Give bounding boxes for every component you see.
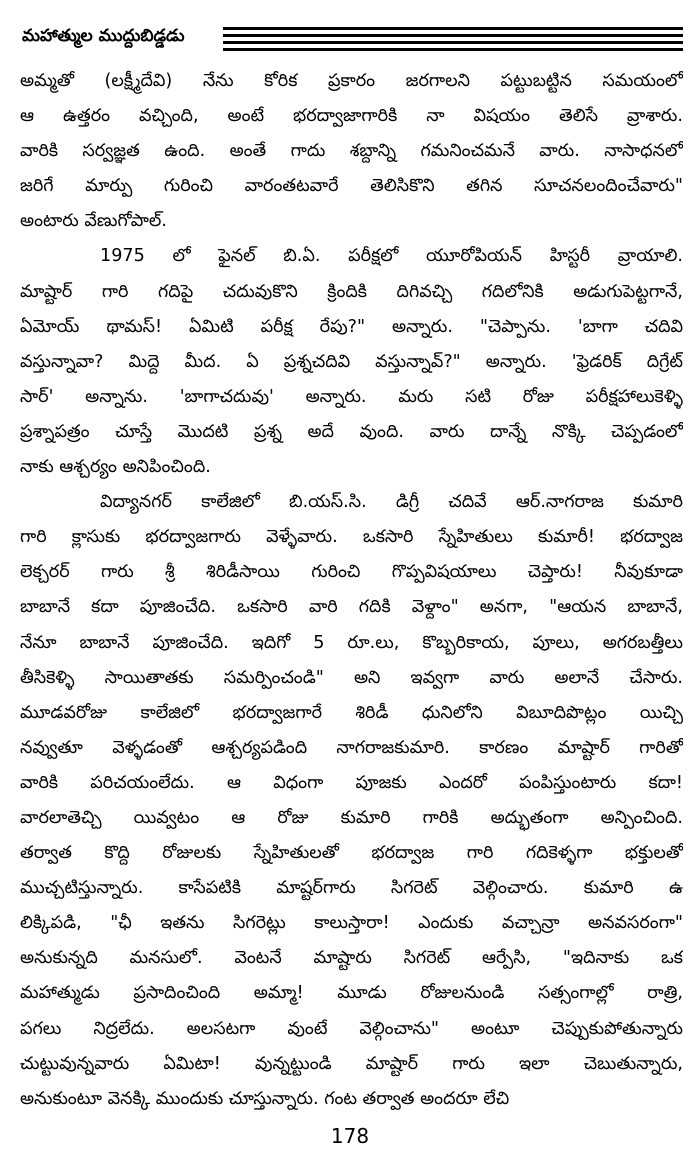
text-line: బాబానే కదా పూజించేది. ఒకసారి వారి గదికి వెళ్దాం" అనగా, "ఆయన బాబానే, (20, 597, 683, 618)
text-line: ప్రశ్నాపత్రం చూస్తే మొదటి ప్రశ్న అదే వుంది. వారు దాన్నే నొక్కి చెప్పడంలో (20, 421, 683, 442)
text-line: ఏమోయ్ థామస్! ఏమిటి పరీక్ష రేపు?" అన్నారు. "చెప్పాను. 'బాగా చదివి (20, 316, 683, 337)
page-number: 178 (330, 1124, 370, 1148)
text-line: నాకు ఆశ్చర్యం అనిపించింది. (20, 457, 211, 478)
header-rule (223, 34, 683, 37)
text-line: విద్యానగర్ కాలేజిలో బి.యస్.సి. డిగ్రీ చదివే ఆర్.నాగరాజ కుమారి (100, 492, 683, 513)
text-line: మాష్టార్ గారి గదిపై చదువుకొని క్రిందికి దిగివచ్చి గదిలోనికి అడుగుపెట్టగానే, (20, 281, 683, 302)
text-line: అమ్మతో (లక్ష్మీదేవి) నేను కోరిక ప్రకారం జరగాలని పట్టుబట్టిన సమయంలో (20, 71, 683, 91)
text-line: వారలాతెచ్చి యివ్వటం ఆ రోజు కుమారి గారికి అద్భుతంగా అన్పించింది. (20, 807, 683, 828)
text-line: అనుకున్నది మనసులో. వెంటనే మాష్టారు సిగరెట్ ఆర్పేసి, "ఇదినాకు ఒక (20, 948, 683, 969)
text-line: ముచ్చటిస్తున్నారు. కాసేపటికి మాష్టర్‌గారు సిగరెట్ వెల్గించారు. కుమారి ఉ (20, 878, 683, 899)
text-line: అంటారు వేణుగోపాల్. (20, 211, 167, 232)
header-rules (223, 27, 683, 55)
text-line: సార్' అన్నాను. 'బాగాచదువు' అన్నారు. మరు సటి రోజు పరీక్షహాలుకెళ్ళి (20, 386, 683, 407)
text-line: గారి క్లాసుకు భరద్వాజగారు వెళ్ళేవారు. ఒకసారి స్నేహితులు కుమారీ! భరద్వాజ (20, 527, 683, 548)
body-text (20, 64, 683, 1117)
running-head: మహాత్ముల ముద్దుబిడ్డడు (22, 26, 185, 46)
text-line: పగలు నిద్రలేదు. అలసటగా వుంటే వెల్గించాను" అంటూ చెప్పుకుపోతున్నారు (20, 1018, 683, 1039)
text-line: జరిగే మార్పు గురించి వారంతటవారే తెలిసికొని తగిన సూచనలందించేవారు" (20, 176, 683, 197)
page-header (20, 20, 683, 60)
text-line: వారికి సర్వజ్ఞత ఉంది. అంతే గాదు శబ్దాన్ని గమనించమనే వారు. నాసాధనలో (20, 141, 683, 162)
text-line: చుట్టువున్నవారు ఏమిటా! వున్నట్టుండి మాష్టార్ గారు ఇలా చెబుతున్నారు, (20, 1053, 683, 1074)
text-line: వారికి పరిచయంలేదు. ఆ విధంగా పూజకు ఎందరో పంపిస్తుంటారు కదా! (20, 772, 683, 793)
paragraph (20, 64, 683, 239)
paragraph (20, 239, 683, 485)
text-line: లిక్కిపడి, "ఛీ ఇతను సిగరెట్లు కాలుస్తారా! ఎందుకు వచ్చాన్రా అనవసరంగా" (20, 913, 683, 934)
text-line: మూడవరోజు కాలేజిలో భరద్వాజగారే శిరిడీ ధునిలోని విబూదిపొట్లం యిచ్చి (20, 702, 683, 723)
text-line: ఆ ఉత్తరం వచ్చింది, అంటే భరద్వాజాగారికి నా విషయం తెలిసే వ్రాశారు. (20, 106, 683, 127)
text-line: వస్తున్నావా? మిద్దె మీద. ఏ ప్రశ్నచదివి వస్తున్నావ్?" అన్నారు. 'ఫ్రెడరిక్ దిగ్రేట్ (20, 351, 683, 372)
header-rule (223, 27, 683, 30)
text-line: 1975 లో ఫైనల్ బి.ఏ. పరీక్షలో యూరోపియన్ హిస్టరీ వ్రాయాలి. (100, 246, 683, 267)
text-line: తర్వాత కొద్ది రోజులకు స్నేహితులతో భరద్వాజ గారి గదికెళ్ళగా భక్తులతో (20, 843, 683, 864)
text-line: తీసికెళ్ళి సాయితాతకు సమర్పించండి" అని ఇవ్వగా వారు అలానే చేసారు. (20, 667, 683, 688)
text-line: అనుకుంటూ వెనక్కి ముందుకు చూస్తున్నారు. గంట తర్వాత అందరూ లేచి (20, 1088, 510, 1109)
header-rule (223, 41, 683, 44)
text-line: మహాత్ముడు ప్రసాదించింది అమ్మా! మూడు రోజులనుండి సత్సంగాల్లో రాత్రి, (20, 983, 683, 1004)
text-line: నేనూ బాబానే పూజించేది. ఇదిగో 5 రూ.లు, కొబ్బరికాయ, పూలు, అగరబత్తీలు (20, 632, 683, 653)
text-line: నవ్వుతూ వెళ్ళడంతో ఆశ్చర్యపడింది నాగరాజకుమారి. కారణం మాష్టార్ గారితో (20, 737, 683, 758)
header-rule (223, 48, 683, 51)
paragraph (20, 485, 683, 1117)
text-line: లెక్చరర్ గారు శ్రీ శిరిడీసాయి గురించి గొప్పవిషయాలు చెప్తారు! నీవుకూడా (20, 562, 683, 583)
